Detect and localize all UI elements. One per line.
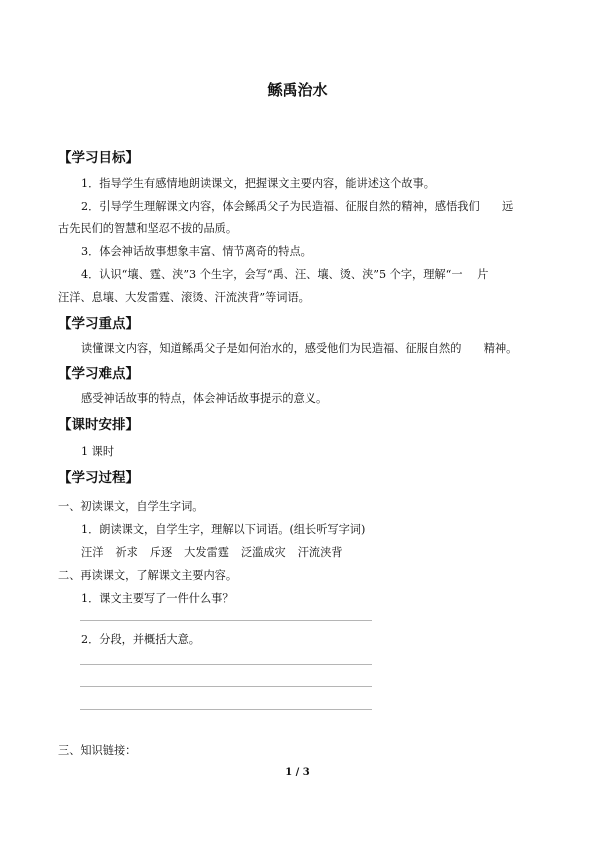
difficulties-text: 感受神话故事的特点，体会神话故事提示的意义。 (81, 392, 328, 405)
process-heading: 【学习过程】 (58, 470, 139, 486)
answer-line[interactable] (80, 686, 372, 687)
vocab-word: 祈求 (115, 546, 138, 559)
objectives-heading: 【学习目标】 (58, 150, 139, 166)
process-step-2-question-1: 1．课文主要写了一件什么事？ (81, 592, 234, 605)
page-title: 鲧禹治水 (267, 81, 328, 99)
key-points-text: 读懂课文内容，知道鲧禹父子是如何治水的，感受他们为民造福、征服自然的 精神。 (81, 342, 518, 355)
answer-line[interactable] (80, 664, 372, 665)
process-step-3: 三、知识链接： (58, 744, 137, 757)
vocab-word: 泛滥成灾 (240, 546, 286, 559)
objective-item-4-cont: 汪洋、息壤、大发雷霆、滚烫、汗流浃背”等词语。 (58, 291, 310, 304)
process-step-2: 二、再读课文，了解课文主要内容。 (58, 569, 238, 582)
schedule-heading: 【课时安排】 (58, 417, 139, 433)
process-step-1: 一、初读课文，自学生字词。 (58, 500, 204, 513)
key-points-heading: 【学习重点】 (58, 316, 139, 332)
process-step-1-item: 1．朗读课文，自学生字，理解以下词语。(组长听写字词) (81, 523, 366, 536)
process-step-2-question-2: 2．分段，并概括大意。 (81, 633, 200, 646)
page-number: 1 / 3 (285, 767, 310, 778)
vocab-word: 汪洋 (81, 546, 104, 559)
objective-item-4: 4．认识“壤、霆、浃”3 个生字，会写“禹、汪、壤、烫、浃”5 个字，理解“一 片 (81, 268, 489, 281)
vocab-word: 大发雷霆 (184, 546, 229, 559)
answer-line[interactable] (80, 709, 372, 710)
vocab-list (81, 544, 354, 560)
objective-item-1: 1．指导学生有感情地朗读课文，把握课文主要内容，能讲述这个故事。 (81, 177, 435, 190)
vocab-word: 汗流浃背 (297, 546, 343, 559)
schedule-text: 1 课时 (81, 445, 115, 458)
difficulties-heading: 【学习难点】 (58, 366, 139, 382)
objective-item-3: 3．体会神话故事想象丰富、情节离奇的特点。 (81, 245, 312, 258)
answer-line[interactable] (80, 620, 372, 621)
objective-item-2: 2．引导学生理解课文内容，体会鲧禹父子为民造福、征服自然的精神，感悟我们 远 (81, 200, 514, 213)
objective-item-2-cont: 古先民们的智慧和坚忍不拔的品质。 (58, 222, 238, 235)
vocab-word: 斥逐 (149, 546, 173, 559)
